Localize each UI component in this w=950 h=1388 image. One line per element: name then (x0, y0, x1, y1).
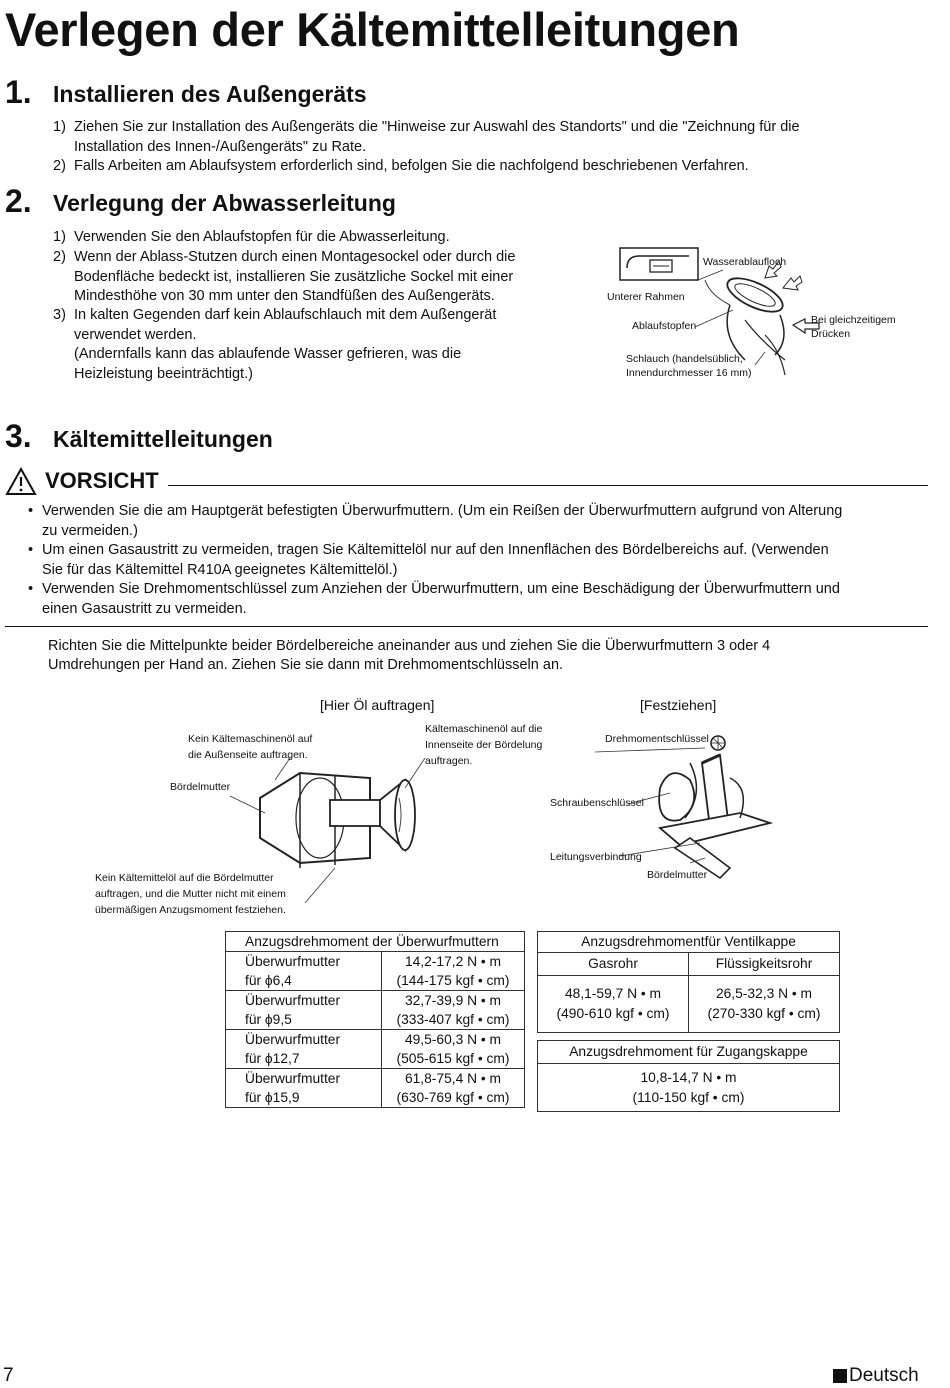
bullet-line: einen Gasaustritt zu vermeiden. (42, 600, 247, 617)
item-line: (Andernfalls kann das ablaufende Wasser gefrieren, was die (74, 346, 462, 362)
label-innen-2: Innenseite der Bördelung (425, 739, 543, 751)
item-number: 1) (53, 119, 66, 135)
table-row (226, 971, 525, 991)
label-innen-3: auftragen. (425, 755, 473, 767)
item-line: Wenn der Ablass-Stutzen durch einen Montagesockel oder durch die (74, 249, 516, 265)
label-ablaufstopfen: Ablaufstopfen (632, 320, 697, 332)
item-line: verwendet werden. (74, 326, 197, 343)
label-schlauch-2: Innendurchmesser 16 mm) (626, 367, 752, 379)
label-kein-mutter-1: Kein Kältemittelöl auf die Bördelmutter (95, 872, 274, 884)
label-kein-aussen-1: Kein Kältemaschinenöl auf (188, 733, 313, 745)
table-cell: 61,8-75,4 N • m (382, 1069, 525, 1089)
section-3-title: Kältemittelleitungen (53, 426, 273, 452)
nut-torque-table (225, 931, 525, 1108)
label-schlauch-1: Schlauch (handelsüblich, (626, 353, 743, 365)
item-line: Mindesthöhe von 30 mm unter den Standfüßen des Außengeräts. (74, 288, 495, 304)
table-header-row (226, 932, 525, 952)
page-number: 7 (3, 1365, 14, 1386)
access-cap-table (537, 1040, 840, 1112)
bullet-dot: • (28, 503, 34, 519)
instruction-line-2: Umdrehungen per Hand an. Ziehen Sie sie dann mit Drehmomentschlüsseln an. (48, 657, 564, 673)
table-col-header-fluessigkeitsrohr: Flüssigkeitsrohr (715, 956, 813, 971)
label-bei-druecken-2: Drücken (811, 328, 851, 340)
label-wasserablaufloch: Wasserablaufloch (703, 256, 787, 268)
item-line: Falls Arbeiten am Ablaufsystem erforderlich sind, befolgen Sie die nachfolgend beschriebenen Verfahren. (74, 158, 749, 174)
item-number: 1) (53, 229, 66, 245)
label-kein-mutter-3: übermäßigen Anzugsmoment festziehen. (95, 904, 286, 916)
section-2-number: 2. (5, 183, 32, 219)
table-cell: (333-407 kgf • cm) (382, 1010, 525, 1030)
caution-rule (168, 485, 928, 486)
table-cell: 10,8-14,7 N • m (640, 1070, 737, 1085)
table-cell: 49,5-60,3 N • m (382, 1030, 525, 1050)
item-line: Heizleistung beeinträchtigt.) (74, 365, 253, 382)
table-row (226, 1088, 525, 1108)
item-line: Installation des Innen-/Außengeräts" zu Rate. (74, 138, 367, 155)
label-unterer-rahmen: Unterer Rahmen (607, 291, 685, 303)
bullet-line: Um einen Gasaustritt zu vermeiden, tragen Sie Kältemittelöl nur auf den Innenflächen des Bördelbereichs auf. (Verwenden (42, 542, 829, 558)
warning-triangle-icon (5, 467, 39, 497)
drain-figure (605, 240, 905, 385)
table-cell: (110-150 kgf • cm) (632, 1090, 745, 1105)
bullet-dot: • (28, 542, 34, 558)
label-kein-aussen-2: die Außenseite auftragen. (188, 749, 308, 761)
table-cell: für ϕ15,9 (226, 1088, 382, 1108)
table-cell: (630-769 kgf • cm) (382, 1088, 525, 1108)
item-number: 3) (53, 307, 66, 323)
valve-cap-table (537, 931, 840, 1033)
bullet-line: zu vermeiden.) (42, 522, 138, 539)
item-line: Verwenden Sie den Ablaufstopfen für die Abwasserleitung. (74, 229, 450, 245)
table-cell: Überwurfmutter (226, 991, 382, 1011)
table-row (226, 991, 525, 1011)
item-line: Bodenfläche bedeckt ist, installieren Sie zusätzliche Sockel mit einer (74, 268, 514, 285)
instruction-line-1: Richten Sie die Mittelpunkte beider Bördelbereiche aneinander aus und ziehen Sie die Überwurfmuttern 3 oder 4 (48, 638, 771, 654)
table-cell: Überwurfmutter (226, 952, 382, 972)
label-kein-mutter-2: auftragen, und die Mutter nicht mit einem (95, 888, 286, 900)
black-square-icon (833, 1369, 847, 1383)
table-cell: Überwurfmutter (226, 1069, 382, 1089)
table-cell: 32,7-39,9 N • m (382, 991, 525, 1011)
table-cell: 48,1-59,7 N • m (564, 986, 662, 1001)
table-cell: (144-175 kgf • cm) (382, 971, 525, 991)
label-bei-druecken-1: Bei gleichzeitigem (811, 314, 896, 326)
bullet-line: Verwenden Sie Drehmomentschlüssel zum Anziehen der Überwurfmuttern, um eine Beschädigung der Überwurfmuttern und (42, 581, 840, 597)
table-cell: Überwurfmutter (226, 1030, 382, 1050)
label-drehmomentschluessel: Drehmomentschlüssel (605, 733, 709, 745)
label-innen-1: Kältemaschinenöl auf die (425, 723, 543, 735)
label-schraubenschluessel: Schraubenschlüssel (550, 797, 644, 809)
section-1-title: Installieren des Außengeräts (53, 81, 367, 107)
label-boerdelmutter-2: Bördelmutter (647, 869, 708, 881)
table-col-header-gasrohr: Gasrohr (588, 956, 638, 971)
table-row (226, 1030, 525, 1050)
table-cell: für ϕ9,5 (226, 1010, 382, 1030)
bullet-line: Verwenden Sie die am Hauptgerät befestigten Überwurfmuttern. (Um ein Reißen der Überwurfmuttern aufgrund von Alterung (42, 503, 843, 519)
table-row (226, 1069, 525, 1089)
section-1-number: 1. (5, 74, 32, 110)
label-leitungsverbindung: Leitungsverbindung (550, 851, 642, 863)
table-row (226, 1010, 525, 1030)
item-line: In kalten Gegenden darf kein Ablaufschlauch mit dem Außengerät (74, 307, 497, 323)
bullet-dot: • (28, 581, 34, 597)
table-cell: 26,5-32,3 N • m (715, 986, 813, 1001)
item-line: Ziehen Sie zur Installation des Außengeräts die "Hinweise zur Auswahl des Standorts" und die "Zeichnung für die (74, 119, 800, 135)
item-number: 2) (53, 158, 66, 174)
item-number: 2) (53, 249, 66, 265)
table-cell: (490-610 kgf • cm) (556, 1006, 670, 1021)
table-cell: (270-330 kgf • cm) (707, 1006, 821, 1021)
table-row (226, 1049, 525, 1069)
table-cell: für ϕ6,4 (226, 971, 382, 991)
table-cell: für ϕ12,7 (226, 1049, 382, 1069)
table-cell: (505-615 kgf • cm) (382, 1049, 525, 1069)
bullet-line: Sie für das Kältemittel R410A geeignetes Kältemittelöl.) (42, 561, 398, 578)
caution-title: VORSICHT (45, 468, 159, 493)
label-festziehen: [Festziehen] (640, 697, 717, 713)
flare-figure (90, 718, 850, 923)
label-hier-oel: [Hier Öl auftragen] (320, 697, 435, 713)
table-header: Anzugsdrehmoment der Überwurfmuttern (226, 932, 525, 952)
table-header: Anzugsdrehmoment für Zugangskappe (538, 1041, 839, 1064)
section-2-title: Verlegung der Abwasserleitung (53, 190, 396, 216)
label-boerdelmutter: Bördelmutter (170, 781, 231, 793)
language-label: Deutsch (849, 1365, 919, 1386)
section-3-number: 3. (5, 418, 32, 454)
table-cell: 14,2-17,2 N • m (382, 952, 525, 972)
table-rule (538, 975, 839, 976)
table-row (226, 952, 525, 972)
table-header: Anzugsdrehmomentfür Ventilkappe (538, 932, 839, 953)
page-title: Verlegen der Kältemittelleitungen (5, 3, 740, 56)
caution-end-rule (5, 626, 928, 627)
